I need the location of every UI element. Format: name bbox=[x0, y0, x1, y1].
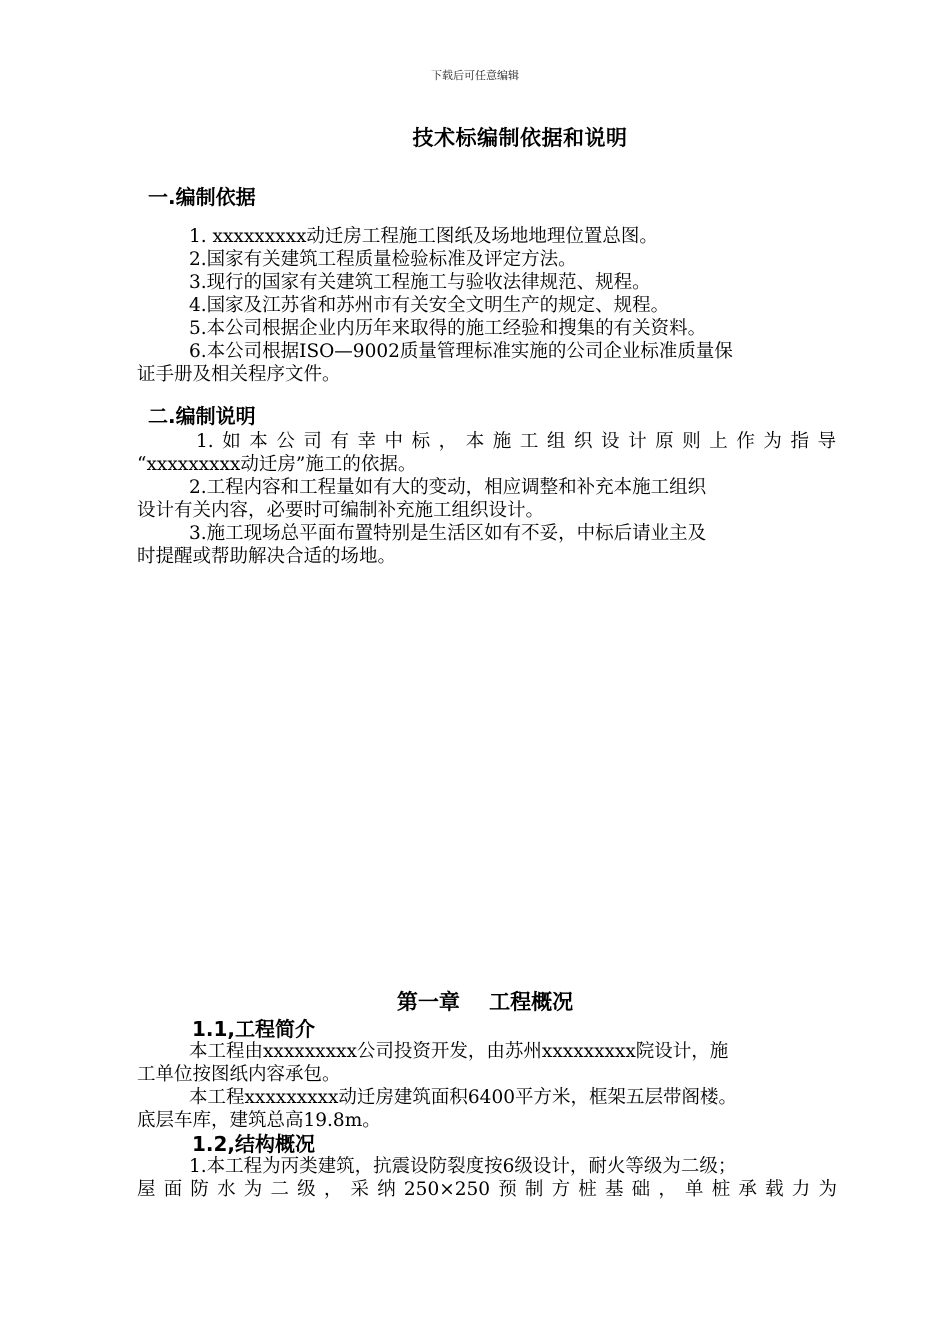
section1-heading: 一.编制依据 bbox=[148, 185, 256, 209]
section2-item-2-cont: 设计有关内容，必要时可编制补充施工组织设计。 bbox=[137, 500, 545, 521]
subsection-1-1-line-2: 工单位按图纸内容承包。 bbox=[137, 1064, 341, 1085]
section1-item-6-cont: 证手册及相关程序文件。 bbox=[137, 364, 341, 385]
section1-item-1: 1. xxxxxxxxx动迁房工程施工图纸及场地地理位置总图。 bbox=[189, 226, 658, 247]
chapter-title: 第一章 工程概况 bbox=[396, 990, 574, 1014]
subsection-1-1-line-3: 本工程xxxxxxxxx动迁房建筑面积6400平方米，框架五层带阁楼。 bbox=[189, 1087, 737, 1108]
section2-item-3-cont: 时提醒或帮助解决合适的场地。 bbox=[137, 546, 397, 567]
header-note: 下载后可任意编辑 bbox=[431, 69, 519, 82]
section1-item-5: 5.本公司根据企业内历年来取得的施工经验和搜集的有关资料。 bbox=[189, 318, 707, 339]
section2-heading: 二.编制说明 bbox=[148, 404, 256, 428]
section1-item-2: 2.国家有关建筑工程质量检验标准及评定方法。 bbox=[189, 249, 577, 270]
subsection-1-1-heading: 1.1,工程简介 bbox=[192, 1017, 316, 1041]
subsection-1-2-line-1: 1.本工程为丙类建筑，抗震设防裂度按6级设计，耐火等级为二级； bbox=[189, 1156, 737, 1177]
section2-item-1: 1.如本公司有幸中标，本施工组织设计原则上作为指导 bbox=[196, 431, 836, 452]
section1-item-3: 3.现行的国家有关建筑工程施工与验收法律规范、规程。 bbox=[189, 272, 651, 293]
section1-item-4: 4.国家及江苏省和苏州市有关安全文明生产的规定、规程。 bbox=[189, 295, 670, 316]
subsection-1-1-line-4: 底层车库，建筑总高19.8m。 bbox=[137, 1110, 381, 1131]
subsection-1-2-line-2: 屋面防水为二级，采纳250×250预制方桩基础，单桩承载力为 bbox=[137, 1179, 837, 1200]
subsection-1-2-heading: 1.2,结构概况 bbox=[192, 1132, 316, 1156]
document-title: 技术标编制依据和说明 bbox=[412, 126, 628, 150]
section2-item-1-cont: “xxxxxxxxx动迁房”施工的依据。 bbox=[137, 454, 417, 475]
section2-item-2: 2.工程内容和工程量如有大的变动，相应调整和补充本施工组织 bbox=[189, 477, 707, 498]
section1-item-6: 6.本公司根据ISO—9002质量管理标准实施的公司企业标准质量保 bbox=[189, 341, 733, 362]
subsection-1-1-line-1: 本工程由xxxxxxxxx公司投资开发，由苏州xxxxxxxxx院设计，施 bbox=[189, 1041, 729, 1062]
section2-item-3: 3.施工现场总平面布置特别是生活区如有不妥，中标后请业主及 bbox=[189, 523, 707, 544]
